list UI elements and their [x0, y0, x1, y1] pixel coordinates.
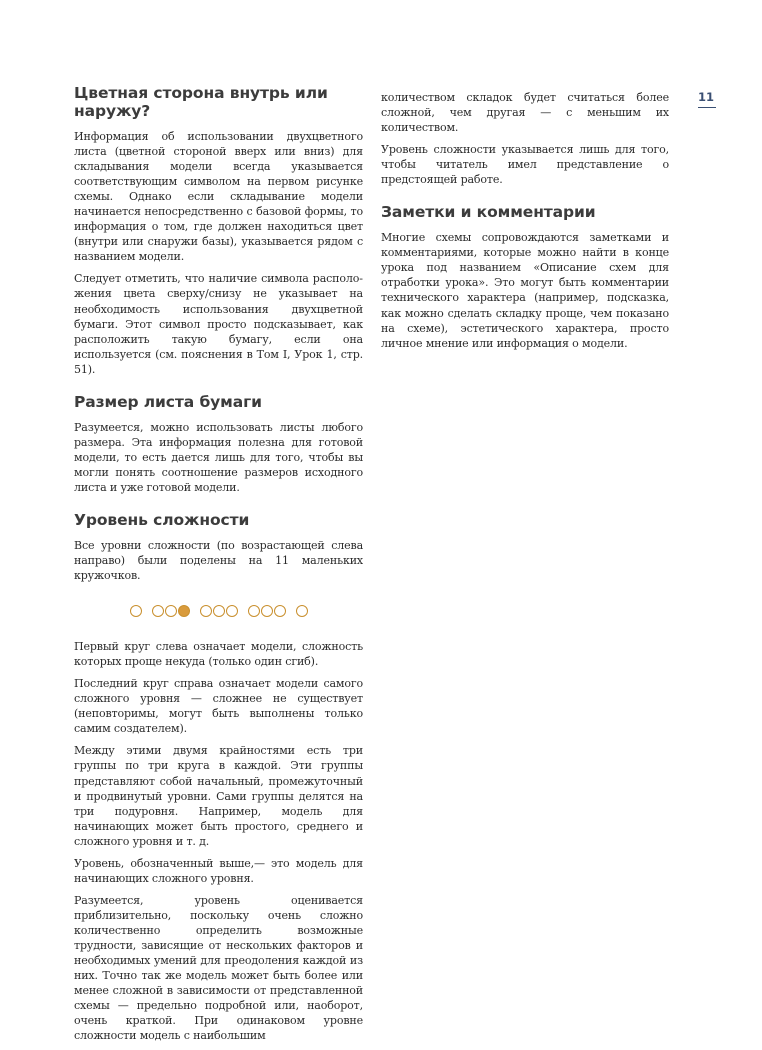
section-paper-size: [74, 393, 363, 495]
paragraph: Между этими двумя крайностями есть три группы по три круга в каждой. Эти группы представляют собой начальный, промежуточный и продвинутый уровни. Сами группы делятся на три подуровня. Например, модель для начинающих может быть простого, среднего и сложного уровня и т. д.: [74, 744, 363, 848]
circle-group-advanced: [248, 605, 286, 617]
page-number: 11: [698, 90, 715, 104]
page-number-rule: [698, 107, 716, 108]
section-notes: [381, 203, 669, 350]
difficulty-circle: [213, 605, 225, 617]
circle-group-intermediate: [200, 605, 238, 617]
paragraph: Информация об использовании двухцветного листа (цветной стороной вверх или вниз) для складывания модели всегда указывается соответствующим символом на первом рисунке схемы. Однако если складывание модели начинается непосредственно с базовой формы, то информация о том, где должен находиться цвет (внутри или снаружи базы), указывается рядом с названием модели.: [74, 130, 363, 264]
circle-group-last: [296, 605, 308, 617]
difficulty-circle: [274, 605, 286, 617]
difficulty-circle: [130, 605, 142, 617]
section-difficulty: [74, 511, 363, 1043]
paragraph: Уровень, обозначенный выше,— это модель для начинающих сложного уровня.: [74, 856, 363, 885]
section-color-side: [74, 84, 363, 377]
paragraph: Разумеется, уровень оценивается приблизительно, поскольку очень сложно количественно определить возможные трудности, зависящие от нескольких факторов и необходимых умений для преодоления каждой из них. Точно так же модель может быть более или менее сложной в зависимости от представленной схемы — предельно подробной или, наоборот, очень краткой. При одинаковом уровне сложности модель с наибольшим: [74, 893, 363, 1043]
difficulty-circle: [261, 605, 273, 617]
paragraph: Последний круг справа означает модели самого сложного уровня — сложнее не существует (неповторимы, могут быть выполнены только самим создателем).: [74, 677, 363, 736]
paragraph: количеством складок будет считаться более сложной, чем другая — с меньшим их количеством.: [381, 91, 669, 135]
left-column: [74, 84, 363, 1050]
paragraph: Многие схемы сопровождаются заметками и комментариями, которые можно найти в конце урока под названием «Описание схем для отработки урока». Это могут быть комментарии технического характера (например, подсказка, как можно сделать складку проще, чем показано на схеме), эстетического характера, просто личное мнение или информация о модели.: [381, 231, 669, 350]
paragraph: Все уровни сложности (по возрастающей слева направо) были поделены на 11 маленьких кружочков.: [74, 538, 363, 583]
heading-notes: Заметки и комментарии: [381, 203, 596, 222]
difficulty-circle: [226, 605, 238, 617]
difficulty-circle: [200, 605, 212, 617]
paragraph: Уровень сложности указывается лишь для того, чтобы читатель имел представление о предстоящей работе.: [381, 143, 669, 187]
circle-group-beginner: [152, 605, 190, 617]
paragraph: Разумеется, можно использовать листы любого размера. Эта информация полезна для готовой модели, то есть дается лишь для того, чтобы вы могли понять соотношение размеров исходного листа и уже готовой модели.: [74, 420, 363, 494]
difficulty-circle: [152, 605, 164, 617]
paragraph: Первый круг слева означает модели, сложность которых проще некуда (только один сгиб).: [74, 640, 363, 669]
difficulty-circle: [248, 605, 260, 617]
difficulty-circles: [74, 603, 363, 619]
paragraph: Следует отметить, что наличие символа расположения цвета сверху/снизу не указывает на необходимость использования двухцветной бумаги. Этот символ просто подсказывает, как расположить такую бумагу, если она используется (см. пояснения в Том I, Урок 1, стр. 51).: [74, 272, 363, 376]
heading-color-side: Цветная сторона внутрь или наружу?: [74, 84, 328, 120]
difficulty-circle: [296, 605, 308, 617]
heading-paper-size: Размер листа бумаги: [74, 392, 262, 411]
difficulty-circle: [165, 605, 177, 617]
heading-difficulty: Уровень сложности: [74, 510, 250, 529]
right-column: [381, 84, 669, 358]
difficulty-circle-filled: [178, 605, 190, 617]
circle-group-first: [130, 605, 142, 617]
